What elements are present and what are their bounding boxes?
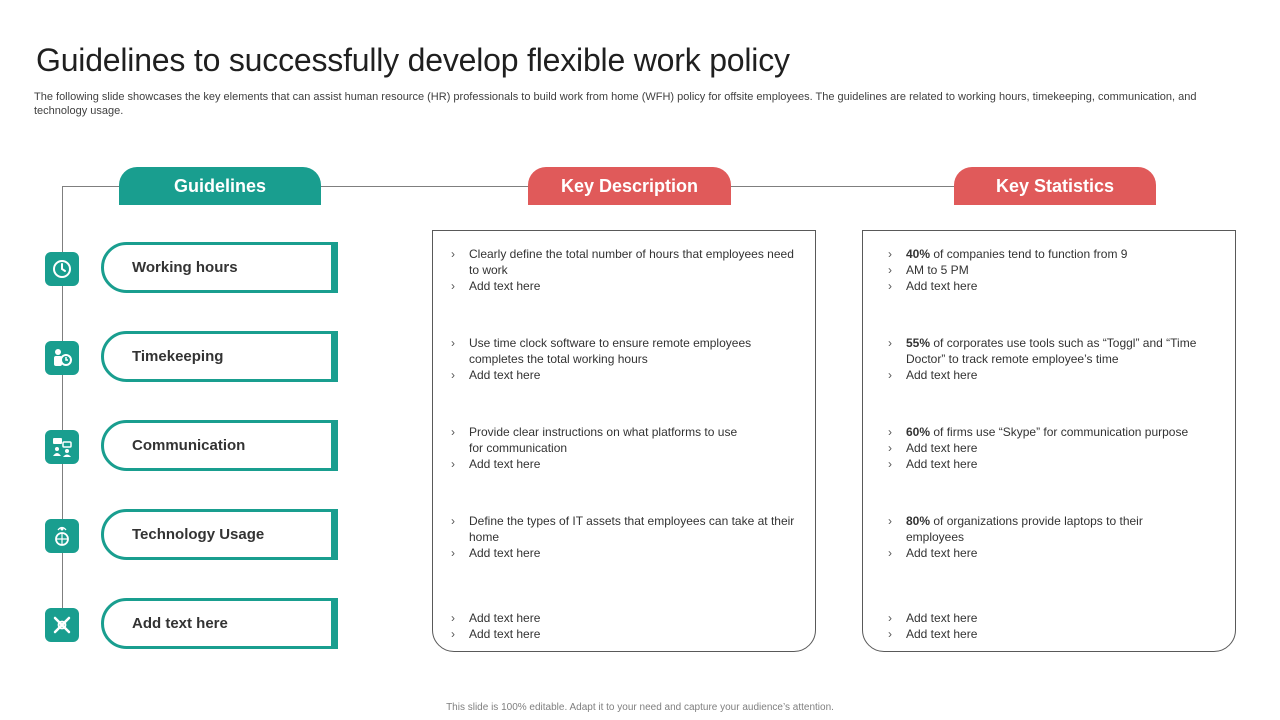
description-group-3 [451, 424, 751, 472]
statistics-group-2 [888, 335, 1218, 383]
list-item: › Add text here [888, 610, 1218, 626]
clock-icon [45, 252, 79, 286]
page-subtitle: The following slide showcases the key elements that can assist human resource (HR) professionals to build work from home (WFH) policy for offsite employees. The guidelines are related to working hours, timekeeping, communication, and technology usage. [34, 91, 1197, 117]
statistics-group-4 [888, 513, 1158, 561]
list-item [888, 246, 1218, 262]
list-item: › Add text here [451, 610, 796, 626]
list-item: › Define the types of IT assets that employees can take at their home [451, 513, 796, 545]
pill-edge [334, 420, 338, 471]
statistic-value: 60% [906, 425, 931, 439]
statistic-value: 55% [906, 336, 931, 350]
list-item: › Provide clear instructions on what platforms to use for communication [451, 424, 751, 456]
statistic-value: 80% [906, 514, 931, 528]
network-globe-icon [45, 519, 79, 553]
description-group-2 [451, 335, 796, 383]
list-item [888, 424, 1228, 440]
guideline-label: Timekeeping [132, 348, 224, 365]
list-item: › Add text here [888, 626, 1218, 642]
team-communication-icon [45, 430, 79, 464]
guideline-add-text [101, 598, 334, 649]
list-item: › Add text here [888, 367, 1218, 383]
statistic-text: of firms use “Skype” for communication purpose [930, 425, 1189, 439]
list-item: › Add text here [451, 545, 796, 561]
statistics-group-1 [888, 246, 1218, 294]
guideline-technology-usage [101, 509, 334, 560]
footer-note: This slide is 100% editable. Adapt it to your need and capture your audience’s attention. [446, 702, 834, 713]
key-description-header: Key Description [528, 167, 731, 205]
guideline-label: Working hours [132, 259, 238, 276]
pill-edge [334, 598, 338, 649]
pill-edge [334, 242, 338, 293]
tools-icon [45, 608, 79, 642]
statistic-text: of corporates use tools such as “Toggl” and “Time Doctor” to track remote employee’s time [906, 336, 1197, 366]
list-item [888, 513, 1158, 545]
statistics-group-5 [888, 610, 1218, 642]
list-item: › Add text here [888, 440, 1228, 456]
pill-edge [334, 509, 338, 560]
description-group-5 [451, 610, 796, 642]
guideline-working-hours [101, 242, 334, 293]
statistic-text: of organizations provide laptops to their employees [906, 514, 1143, 544]
statistic-value: 40% [906, 247, 931, 261]
guidelines-header: Guidelines [119, 167, 321, 205]
description-group-4 [451, 513, 796, 561]
list-item: › AM to 5 PM [888, 262, 1218, 278]
guideline-label: Technology Usage [132, 526, 265, 543]
list-item [888, 335, 1218, 367]
guideline-communication [101, 420, 334, 471]
pill-edge [334, 331, 338, 382]
page-title: Guidelines to successfully develop flexible work policy [36, 42, 790, 78]
list-item: › Use time clock software to ensure remote employees completes the total working hours [451, 335, 796, 367]
time-tracking-icon [45, 341, 79, 375]
list-item: › Add text here [888, 545, 1158, 561]
guideline-timekeeping [101, 331, 334, 382]
description-group-1 [451, 246, 796, 294]
list-item: › Add text here [888, 456, 1228, 472]
list-item: › Add text here [451, 456, 751, 472]
list-item: › Add text here [451, 626, 796, 642]
guideline-label: Communication [132, 437, 246, 454]
list-item: › Add text here [888, 278, 1218, 294]
key-statistics-header: Key Statistics [954, 167, 1156, 205]
list-item: › Add text here [451, 367, 796, 383]
list-item: › Clearly define the total number of hours that employees need to work [451, 246, 796, 278]
statistic-text: of companies tend to function from 9 [930, 247, 1128, 261]
list-item: › Add text here [451, 278, 796, 294]
guideline-label: Add text here [132, 615, 228, 632]
statistics-group-3 [888, 424, 1228, 472]
